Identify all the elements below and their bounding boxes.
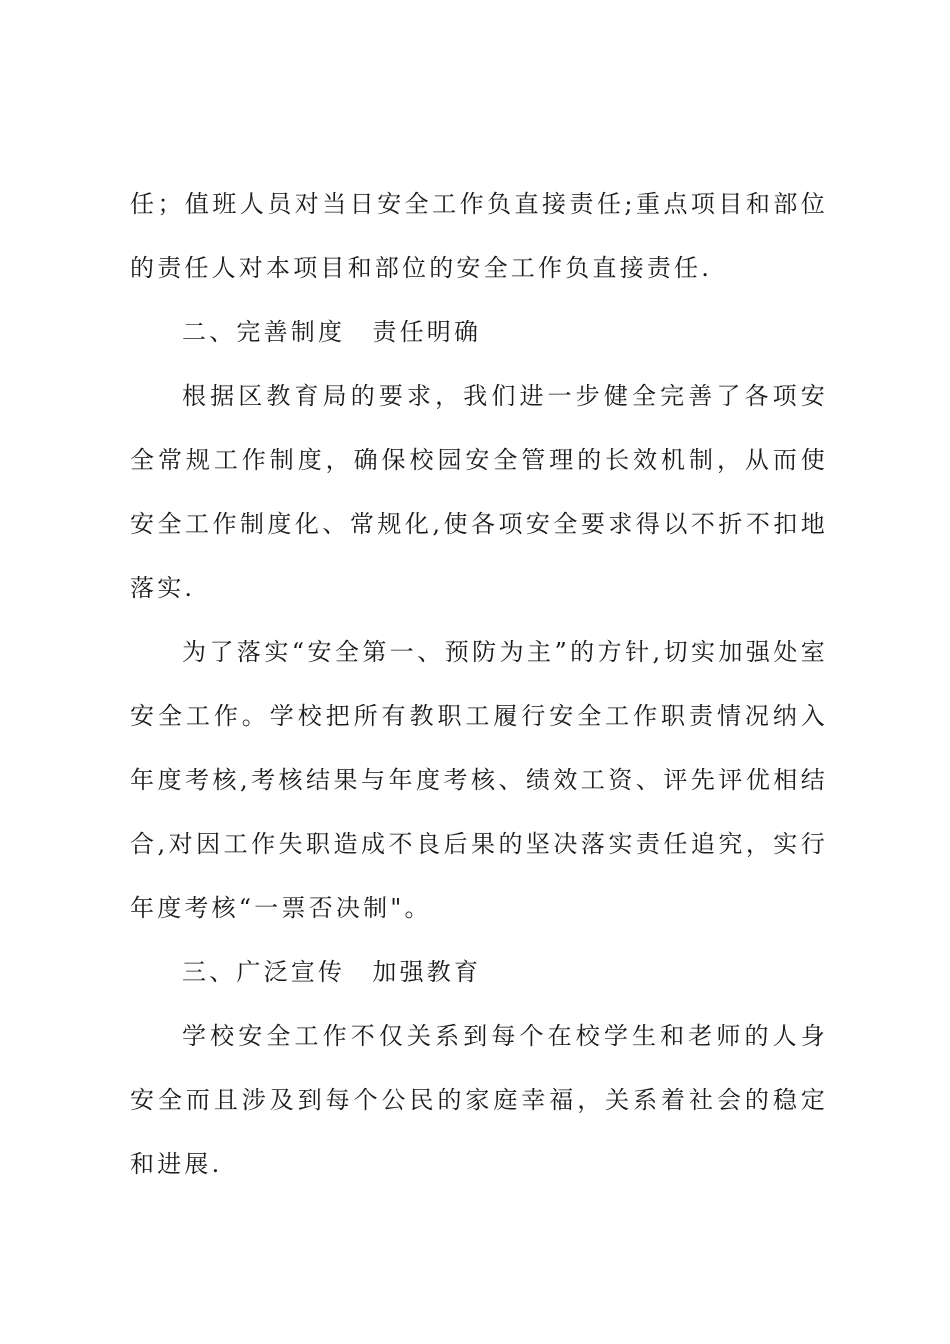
section-heading-publicity-education: 三、广泛宣传 加强教育 xyxy=(182,958,482,986)
document-body xyxy=(130,172,828,1196)
paragraph-safety-policy: 为了落实“安全第一、预防为主”的方针,切实加强处室安全工作。学校把所有教职工履行安全工作职责情况纳入年度考核,考核结果与年度考核、绩效工资、评先评优相结合,对因工作失职造成不良后果的坚决落实责任追究，实行年度考核“一票否决制"。 xyxy=(130,638,828,922)
section-heading-improve-systems: 二、完善制度 责任明确 xyxy=(182,318,482,346)
paragraph-continued-responsibility: 任；值班人员对当日安全工作负直接责任;重点项目和部位的责任人对本项目和部位的安全工作负直接责任. xyxy=(130,190,828,282)
paragraph-school-safety-importance: 学校安全工作不仅关系到每个在校学生和老师的人身安全而且涉及到每个公民的家庭幸福，关系着社会的稳定和进展. xyxy=(130,1022,828,1178)
paragraph-safety-regulations: 根据区教育局的要求，我们进一步健全完善了各项安全常规工作制度，确保校园安全管理的长效机制，从而使安全工作制度化、常规化,使各项安全要求得以不折不扣地落实. xyxy=(130,382,828,602)
